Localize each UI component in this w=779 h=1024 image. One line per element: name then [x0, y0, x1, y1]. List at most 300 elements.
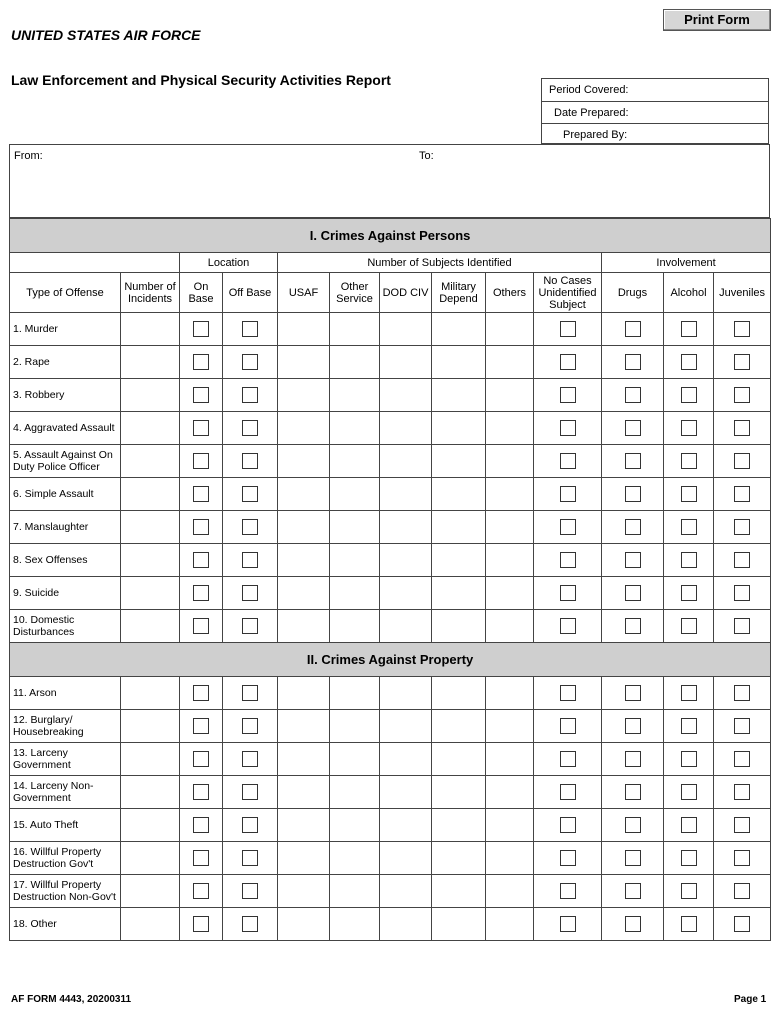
- juveniles-checkbox[interactable]: [734, 321, 750, 337]
- group-blank: [10, 253, 180, 273]
- dod-civ-input[interactable]: [380, 710, 431, 742]
- other-service-input[interactable]: [330, 346, 379, 378]
- drugs-checkbox[interactable]: [625, 552, 641, 568]
- incidents-input[interactable]: [121, 346, 179, 378]
- juveniles-checkbox[interactable]: [734, 883, 750, 899]
- drugs-checkbox[interactable]: [625, 718, 641, 734]
- period-covered-field[interactable]: Period Covered:: [549, 84, 629, 96]
- alcohol-cell: [664, 511, 714, 544]
- dod-civ-input[interactable]: [380, 577, 431, 609]
- off-base-cell: [223, 710, 278, 743]
- drugs-checkbox[interactable]: [625, 916, 641, 932]
- other-service-input[interactable]: [330, 710, 379, 742]
- on-base-cell: [180, 842, 223, 875]
- no-cases-checkbox[interactable]: [560, 387, 576, 403]
- dod-civ-input[interactable]: [380, 875, 431, 907]
- military-depend-input[interactable]: [432, 478, 485, 510]
- col-header-military-depend: Military Depend: [432, 273, 486, 313]
- others-input[interactable]: [486, 445, 533, 477]
- others-cell: [486, 743, 534, 776]
- dod-civ-cell: [380, 908, 432, 941]
- no-cases-checkbox[interactable]: [560, 685, 576, 701]
- incidents-input[interactable]: [121, 544, 179, 576]
- drugs-checkbox[interactable]: [625, 784, 641, 800]
- on-base-cell: [180, 346, 223, 379]
- offense-label: 10. Domestic Disturbances: [10, 610, 121, 643]
- juveniles-cell: [714, 776, 771, 809]
- dod-civ-input[interactable]: [380, 842, 431, 874]
- no-cases-checkbox[interactable]: [560, 585, 576, 601]
- no-cases-checkbox[interactable]: [560, 354, 576, 370]
- off-base-checkbox[interactable]: [242, 519, 258, 535]
- off-base-checkbox[interactable]: [242, 552, 258, 568]
- juveniles-cell: [714, 313, 771, 346]
- other-service-input[interactable]: [330, 842, 379, 874]
- off-base-checkbox[interactable]: [242, 718, 258, 734]
- dod-civ-cell: [380, 445, 432, 478]
- alcohol-checkbox[interactable]: [681, 453, 697, 469]
- alcohol-checkbox[interactable]: [681, 685, 697, 701]
- others-input[interactable]: [486, 313, 533, 345]
- off-base-cell: [223, 875, 278, 908]
- usaf-input[interactable]: [278, 346, 329, 378]
- alcohol-checkbox[interactable]: [681, 817, 697, 833]
- prepared-by-field[interactable]: Prepared By:: [542, 123, 768, 145]
- alcohol-checkbox[interactable]: [681, 486, 697, 502]
- alcohol-checkbox[interactable]: [681, 387, 697, 403]
- off-base-checkbox[interactable]: [242, 751, 258, 767]
- others-input[interactable]: [486, 511, 533, 543]
- on-base-checkbox[interactable]: [193, 784, 209, 800]
- other-service-cell: [330, 445, 380, 478]
- military-depend-input[interactable]: [432, 412, 485, 444]
- off-base-checkbox[interactable]: [242, 453, 258, 469]
- incidents-input[interactable]: [121, 445, 179, 477]
- on-base-checkbox[interactable]: [193, 916, 209, 932]
- juveniles-checkbox[interactable]: [734, 850, 750, 866]
- military-depend-cell: [432, 610, 486, 643]
- juveniles-checkbox[interactable]: [734, 354, 750, 370]
- others-input[interactable]: [486, 478, 533, 510]
- military-depend-input[interactable]: [432, 809, 485, 841]
- no-cases-cell: [534, 875, 602, 908]
- incidents-input[interactable]: [121, 478, 179, 510]
- other-service-cell: [330, 379, 380, 412]
- dod-civ-input[interactable]: [380, 610, 431, 642]
- alcohol-checkbox[interactable]: [681, 354, 697, 370]
- military-depend-input[interactable]: [432, 875, 485, 907]
- on-base-cell: [180, 412, 223, 445]
- other-service-cell: [330, 809, 380, 842]
- usaf-cell: [278, 577, 330, 610]
- other-service-input[interactable]: [330, 610, 379, 642]
- other-service-input[interactable]: [330, 379, 379, 411]
- dod-civ-cell: [380, 776, 432, 809]
- usaf-cell: [278, 379, 330, 412]
- group-involvement: Involvement: [602, 253, 771, 273]
- usaf-input[interactable]: [278, 677, 329, 709]
- juveniles-checkbox[interactable]: [734, 685, 750, 701]
- usaf-input[interactable]: [278, 511, 329, 543]
- others-input[interactable]: [486, 710, 533, 742]
- military-depend-cell: [432, 577, 486, 610]
- incidents-input[interactable]: [121, 875, 179, 907]
- others-input[interactable]: [486, 544, 533, 576]
- others-input[interactable]: [486, 776, 533, 808]
- drugs-checkbox[interactable]: [625, 420, 641, 436]
- alcohol-cell: [664, 677, 714, 710]
- col-header-dod-civ: DOD CIV: [380, 273, 432, 313]
- date-prepared-field[interactable]: Date Prepared:: [542, 101, 768, 123]
- incidents-input[interactable]: [121, 313, 179, 345]
- military-depend-input[interactable]: [432, 313, 485, 345]
- incidents-input[interactable]: [121, 677, 179, 709]
- drugs-checkbox[interactable]: [625, 751, 641, 767]
- on-base-checkbox[interactable]: [193, 883, 209, 899]
- dod-civ-input[interactable]: [380, 346, 431, 378]
- juveniles-checkbox[interactable]: [734, 817, 750, 833]
- military-depend-cell: [432, 875, 486, 908]
- off-base-checkbox[interactable]: [242, 486, 258, 502]
- on-base-checkbox[interactable]: [193, 321, 209, 337]
- dod-civ-input[interactable]: [380, 776, 431, 808]
- off-base-checkbox[interactable]: [242, 685, 258, 701]
- dod-civ-input[interactable]: [380, 478, 431, 510]
- alcohol-cell: [664, 908, 714, 941]
- no-cases-checkbox[interactable]: [560, 321, 576, 337]
- juveniles-cell: [714, 743, 771, 776]
- juveniles-checkbox[interactable]: [734, 387, 750, 403]
- alcohol-checkbox[interactable]: [681, 916, 697, 932]
- on-base-checkbox[interactable]: [193, 552, 209, 568]
- military-depend-input[interactable]: [432, 743, 485, 775]
- dod-civ-input[interactable]: [380, 544, 431, 576]
- no-cases-checkbox[interactable]: [560, 751, 576, 767]
- military-depend-input[interactable]: [432, 511, 485, 543]
- print-form-button[interactable]: Print Form: [663, 9, 771, 31]
- no-cases-checkbox[interactable]: [560, 784, 576, 800]
- other-service-input[interactable]: [330, 544, 379, 576]
- on-base-checkbox[interactable]: [193, 453, 209, 469]
- no-cases-checkbox[interactable]: [560, 618, 576, 634]
- juveniles-checkbox[interactable]: [734, 916, 750, 932]
- other-service-input[interactable]: [330, 412, 379, 444]
- incidents-input[interactable]: [121, 809, 179, 841]
- juveniles-checkbox[interactable]: [734, 552, 750, 568]
- other-service-input[interactable]: [330, 577, 379, 609]
- juveniles-checkbox[interactable]: [734, 486, 750, 502]
- dod-civ-input[interactable]: [380, 412, 431, 444]
- dod-civ-input[interactable]: [380, 908, 431, 940]
- drugs-checkbox[interactable]: [625, 883, 641, 899]
- off-base-checkbox[interactable]: [242, 321, 258, 337]
- others-cell: [486, 379, 534, 412]
- dod-civ-input[interactable]: [380, 313, 431, 345]
- on-base-checkbox[interactable]: [193, 718, 209, 734]
- off-base-cell: [223, 577, 278, 610]
- juveniles-checkbox[interactable]: [734, 519, 750, 535]
- others-input[interactable]: [486, 677, 533, 709]
- usaf-cell: [278, 478, 330, 511]
- dod-civ-cell: [380, 875, 432, 908]
- usaf-input[interactable]: [278, 577, 329, 609]
- off-base-checkbox[interactable]: [242, 817, 258, 833]
- juveniles-checkbox[interactable]: [734, 420, 750, 436]
- off-base-checkbox[interactable]: [242, 420, 258, 436]
- alcohol-cell: [664, 445, 714, 478]
- on-base-checkbox[interactable]: [193, 751, 209, 767]
- other-service-input[interactable]: [330, 677, 379, 709]
- military-depend-input[interactable]: [432, 710, 485, 742]
- alcohol-checkbox[interactable]: [681, 321, 697, 337]
- alcohol-checkbox[interactable]: [681, 519, 697, 535]
- incidents-input[interactable]: [121, 710, 179, 742]
- military-depend-input[interactable]: [432, 610, 485, 642]
- usaf-input[interactable]: [278, 809, 329, 841]
- usaf-input[interactable]: [278, 610, 329, 642]
- dod-civ-input[interactable]: [380, 743, 431, 775]
- on-base-checkbox[interactable]: [193, 519, 209, 535]
- incidents-input[interactable]: [121, 743, 179, 775]
- drugs-checkbox[interactable]: [625, 618, 641, 634]
- offense-label: 17. Willful Property Destruction Non-Gov't: [10, 875, 121, 908]
- alcohol-checkbox[interactable]: [681, 718, 697, 734]
- drugs-checkbox[interactable]: [625, 453, 641, 469]
- military-depend-input[interactable]: [432, 842, 485, 874]
- dod-civ-input[interactable]: [380, 809, 431, 841]
- incidents-cell: [121, 743, 180, 776]
- on-base-checkbox[interactable]: [193, 420, 209, 436]
- alcohol-checkbox[interactable]: [681, 618, 697, 634]
- drugs-cell: [602, 776, 664, 809]
- usaf-input[interactable]: [278, 842, 329, 874]
- on-base-checkbox[interactable]: [193, 585, 209, 601]
- to-input[interactable]: [440, 147, 764, 209]
- juveniles-checkbox[interactable]: [734, 751, 750, 767]
- incidents-input[interactable]: [121, 379, 179, 411]
- usaf-input[interactable]: [278, 776, 329, 808]
- other-service-cell: [330, 478, 380, 511]
- off-base-checkbox[interactable]: [242, 784, 258, 800]
- on-base-checkbox[interactable]: [193, 685, 209, 701]
- dod-civ-cell: [380, 677, 432, 710]
- off-base-checkbox[interactable]: [242, 916, 258, 932]
- other-service-input[interactable]: [330, 875, 379, 907]
- incidents-input[interactable]: [121, 610, 179, 642]
- no-cases-cell: [534, 908, 602, 941]
- no-cases-checkbox[interactable]: [560, 718, 576, 734]
- no-cases-checkbox[interactable]: [560, 552, 576, 568]
- col-header-type: Type of Offense: [10, 273, 121, 313]
- military-depend-cell: [432, 908, 486, 941]
- no-cases-checkbox[interactable]: [560, 519, 576, 535]
- no-cases-cell: [534, 577, 602, 610]
- others-input[interactable]: [486, 346, 533, 378]
- others-input[interactable]: [486, 809, 533, 841]
- military-depend-input[interactable]: [432, 544, 485, 576]
- others-cell: [486, 710, 534, 743]
- military-depend-cell: [432, 313, 486, 346]
- others-input[interactable]: [486, 412, 533, 444]
- usaf-input[interactable]: [278, 710, 329, 742]
- juveniles-checkbox[interactable]: [734, 585, 750, 601]
- no-cases-checkbox[interactable]: [560, 850, 576, 866]
- others-cell: [486, 511, 534, 544]
- other-service-input[interactable]: [330, 776, 379, 808]
- off-base-checkbox[interactable]: [242, 387, 258, 403]
- alcohol-cell: [664, 478, 714, 511]
- alcohol-checkbox[interactable]: [681, 883, 697, 899]
- no-cases-checkbox[interactable]: [560, 817, 576, 833]
- others-input[interactable]: [486, 908, 533, 940]
- usaf-input[interactable]: [278, 743, 329, 775]
- offense-label: 6. Simple Assault: [10, 478, 121, 511]
- other-service-input[interactable]: [330, 908, 379, 940]
- on-base-checkbox[interactable]: [193, 486, 209, 502]
- alcohol-checkbox[interactable]: [681, 751, 697, 767]
- off-base-checkbox[interactable]: [242, 585, 258, 601]
- incidents-input[interactable]: [121, 577, 179, 609]
- incidents-input[interactable]: [121, 776, 179, 808]
- on-base-cell: [180, 379, 223, 412]
- on-base-cell: [180, 511, 223, 544]
- dod-civ-input[interactable]: [380, 379, 431, 411]
- usaf-cell: [278, 842, 330, 875]
- others-input[interactable]: [486, 875, 533, 907]
- on-base-checkbox[interactable]: [193, 354, 209, 370]
- juveniles-checkbox[interactable]: [734, 784, 750, 800]
- others-input[interactable]: [486, 842, 533, 874]
- drugs-checkbox[interactable]: [625, 519, 641, 535]
- others-cell: [486, 577, 534, 610]
- no-cases-checkbox[interactable]: [560, 916, 576, 932]
- from-input[interactable]: [46, 147, 410, 209]
- usaf-input[interactable]: [278, 544, 329, 576]
- usaf-input[interactable]: [278, 875, 329, 907]
- military-depend-input[interactable]: [432, 577, 485, 609]
- alcohol-checkbox[interactable]: [681, 784, 697, 800]
- military-depend-input[interactable]: [432, 445, 485, 477]
- alcohol-cell: [664, 544, 714, 577]
- drugs-checkbox[interactable]: [625, 585, 641, 601]
- col-header-drugs: Drugs: [602, 273, 664, 313]
- on-base-checkbox[interactable]: [193, 850, 209, 866]
- no-cases-checkbox[interactable]: [560, 883, 576, 899]
- alcohol-checkbox[interactable]: [681, 585, 697, 601]
- no-cases-cell: [534, 346, 602, 379]
- dod-civ-input[interactable]: [380, 511, 431, 543]
- on-base-checkbox[interactable]: [193, 387, 209, 403]
- other-service-input[interactable]: [330, 511, 379, 543]
- alcohol-checkbox[interactable]: [681, 850, 697, 866]
- others-input[interactable]: [486, 577, 533, 609]
- usaf-input[interactable]: [278, 379, 329, 411]
- incidents-input[interactable]: [121, 412, 179, 444]
- military-depend-input[interactable]: [432, 677, 485, 709]
- alcohol-cell: [664, 875, 714, 908]
- other-service-input[interactable]: [330, 809, 379, 841]
- other-service-input[interactable]: [330, 743, 379, 775]
- military-depend-cell: [432, 842, 486, 875]
- dod-civ-input[interactable]: [380, 677, 431, 709]
- incidents-input[interactable]: [121, 511, 179, 543]
- alcohol-checkbox[interactable]: [681, 552, 697, 568]
- drugs-checkbox[interactable]: [625, 321, 641, 337]
- table-row: [10, 875, 771, 908]
- dod-civ-cell: [380, 478, 432, 511]
- off-base-cell: [223, 511, 278, 544]
- drugs-checkbox[interactable]: [625, 486, 641, 502]
- on-base-checkbox[interactable]: [193, 817, 209, 833]
- off-base-checkbox[interactable]: [242, 354, 258, 370]
- no-cases-checkbox[interactable]: [560, 486, 576, 502]
- offense-label: 3. Robbery: [10, 379, 121, 412]
- alcohol-cell: [664, 776, 714, 809]
- no-cases-checkbox[interactable]: [560, 453, 576, 469]
- juveniles-checkbox[interactable]: [734, 453, 750, 469]
- dod-civ-input[interactable]: [380, 445, 431, 477]
- off-base-checkbox[interactable]: [242, 850, 258, 866]
- military-depend-input[interactable]: [432, 346, 485, 378]
- incidents-input[interactable]: [121, 908, 179, 940]
- others-input[interactable]: [486, 610, 533, 642]
- off-base-checkbox[interactable]: [242, 618, 258, 634]
- no-cases-cell: [534, 743, 602, 776]
- juveniles-checkbox[interactable]: [734, 618, 750, 634]
- offense-label: 15. Auto Theft: [10, 809, 121, 842]
- col-header-on-base: On Base: [180, 273, 223, 313]
- military-depend-input[interactable]: [432, 908, 485, 940]
- juveniles-checkbox[interactable]: [734, 718, 750, 734]
- drugs-checkbox[interactable]: [625, 387, 641, 403]
- juveniles-cell: [714, 412, 771, 445]
- offense-label: 13. Larceny Government: [10, 743, 121, 776]
- other-service-input[interactable]: [330, 445, 379, 477]
- no-cases-checkbox[interactable]: [560, 420, 576, 436]
- other-service-cell: [330, 677, 380, 710]
- other-service-input[interactable]: [330, 313, 379, 345]
- dod-civ-cell: [380, 842, 432, 875]
- offense-label: 7. Manslaughter: [10, 511, 121, 544]
- usaf-cell: [278, 511, 330, 544]
- usaf-cell: [278, 677, 330, 710]
- others-cell: [486, 776, 534, 809]
- usaf-input[interactable]: [278, 478, 329, 510]
- other-service-input[interactable]: [330, 478, 379, 510]
- off-base-checkbox[interactable]: [242, 883, 258, 899]
- usaf-input[interactable]: [278, 908, 329, 940]
- usaf-input[interactable]: [278, 445, 329, 477]
- others-input[interactable]: [486, 379, 533, 411]
- off-base-cell: [223, 313, 278, 346]
- alcohol-checkbox[interactable]: [681, 420, 697, 436]
- incidents-input[interactable]: [121, 842, 179, 874]
- drugs-checkbox[interactable]: [625, 850, 641, 866]
- others-input[interactable]: [486, 743, 533, 775]
- page-number: Page 1: [734, 994, 767, 1005]
- usaf-input[interactable]: [278, 313, 329, 345]
- military-depend-input[interactable]: [432, 776, 485, 808]
- drugs-checkbox[interactable]: [625, 685, 641, 701]
- military-depend-input[interactable]: [432, 379, 485, 411]
- offense-label: 9. Suicide: [10, 577, 121, 610]
- drugs-checkbox[interactable]: [625, 817, 641, 833]
- incidents-cell: [121, 610, 180, 643]
- usaf-input[interactable]: [278, 412, 329, 444]
- other-service-cell: [330, 710, 380, 743]
- drugs-checkbox[interactable]: [625, 354, 641, 370]
- on-base-checkbox[interactable]: [193, 618, 209, 634]
